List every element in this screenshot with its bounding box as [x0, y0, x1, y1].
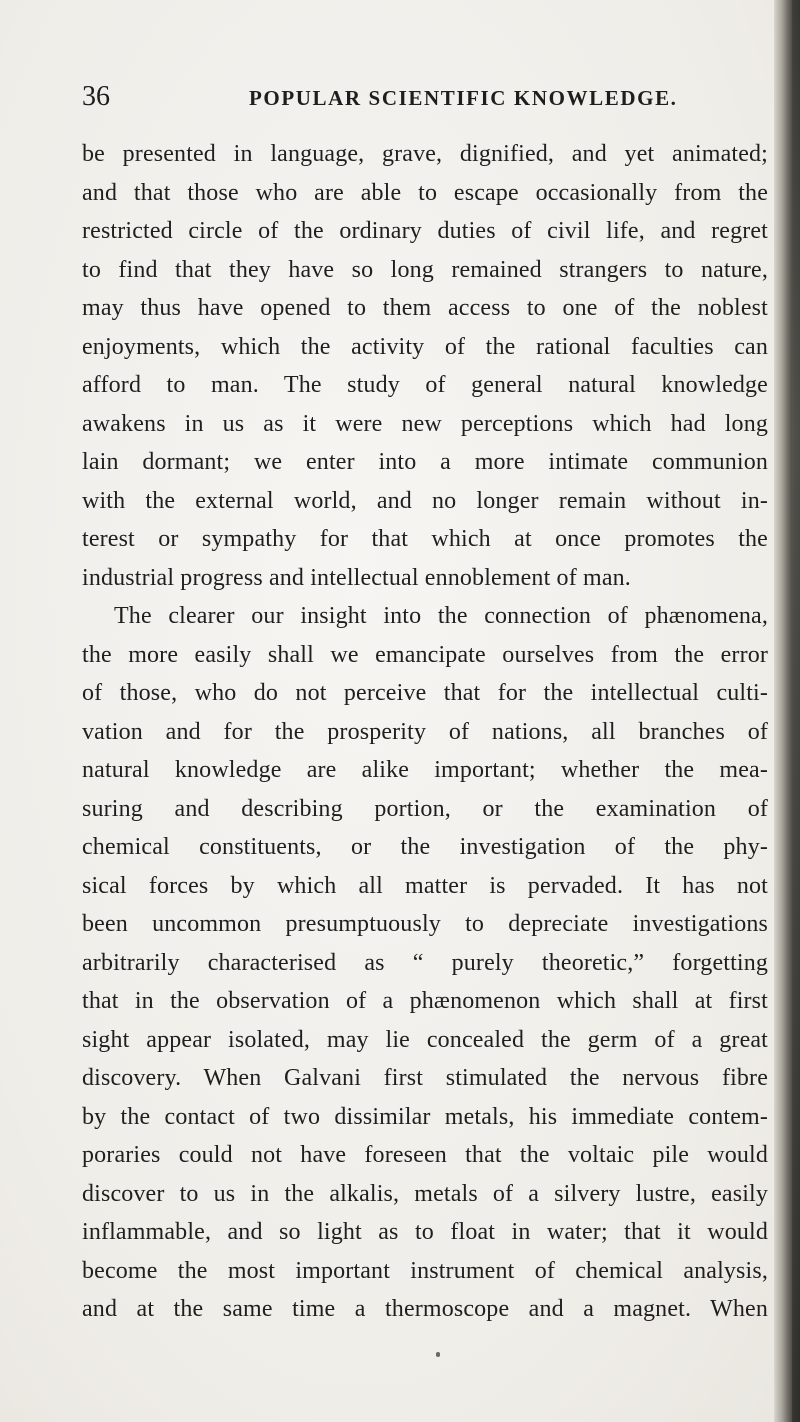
text-line: industrial progress and intellectual ennoblement of man.: [82, 564, 631, 591]
text-line: the more easily shall we emancipate ourselves from the error: [82, 641, 768, 668]
book-edge: [792, 0, 800, 1422]
text-line: The clearer our insight into the connection of phænomena,: [114, 603, 768, 629]
text-line: lain dormant; we enter into a more intimate communion: [82, 449, 768, 475]
text-line: and that those who are able to escape occasionally from the: [82, 179, 768, 206]
page-header: [82, 80, 762, 114]
text-line: by the contact of two dissimilar metals, his immediate contem-: [82, 1103, 768, 1130]
text-line: that in the observation of a phænomenon which shall at first: [82, 988, 768, 1014]
text-line: become the most important instrument of chemical analysis,: [82, 1257, 768, 1284]
text-line: of those, who do not perceive that for the intellectual culti-: [82, 680, 768, 706]
text-line: chemical constituents, or the investigation of the phy-: [82, 834, 768, 860]
text-line: sical forces by which all matter is pervaded. It has not: [82, 872, 768, 899]
text-line: discovery. When Galvani first stimulated the nervous fibre: [82, 1065, 768, 1091]
text-line: discover to us in the alkalis, metals of a silvery lustre, easily: [82, 1180, 768, 1207]
text-line: may thus have opened to them access to one of the noblest: [82, 295, 768, 321]
ink-speck: [436, 1352, 440, 1357]
text-line: inflammable, and so light as to float in water; that it would: [82, 1219, 768, 1245]
text-line: with the external world, and no longer remain without in-: [82, 487, 768, 514]
text-line: natural knowledge are alike important; whether the mea-: [82, 757, 768, 783]
text-line: enjoyments, which the activity of the rational faculties can: [82, 333, 768, 360]
text-line: awakens in us as it were new perceptions which had long: [82, 410, 768, 437]
text-line: terest or sympathy for that which at once promotes the: [82, 526, 768, 552]
text-line: afford to man. The study of general natural knowledge: [82, 372, 768, 398]
text-line: to find that they have so long remained strangers to nature,: [82, 256, 768, 283]
text-line: arbitrarily characterised as “ purely theoretic,” forgetting: [82, 949, 768, 976]
text-line: restricted circle of the ordinary duties of civil life, and regret: [82, 218, 768, 244]
running-head: POPULAR SCIENTIFIC KNOWLEDGE.: [249, 86, 678, 110]
text-line: vation and for the prosperity of nations, all branches of: [82, 718, 768, 745]
text-line: and at the same time a thermoscope and a magnet. When: [82, 1296, 768, 1322]
page-number: 36: [82, 81, 110, 112]
text-line: poraries could not have foreseen that the voltaic pile would: [82, 1142, 768, 1168]
text-line: suring and describing portion, or the examination of: [82, 795, 768, 822]
text-line: been uncommon presumptuously to depreciate investigations: [82, 911, 768, 937]
text-line: be presented in language, grave, dignified, and yet animated;: [82, 141, 768, 167]
text-line: sight appear isolated, may lie concealed the germ of a great: [82, 1026, 768, 1053]
body-text: [82, 135, 768, 1329]
